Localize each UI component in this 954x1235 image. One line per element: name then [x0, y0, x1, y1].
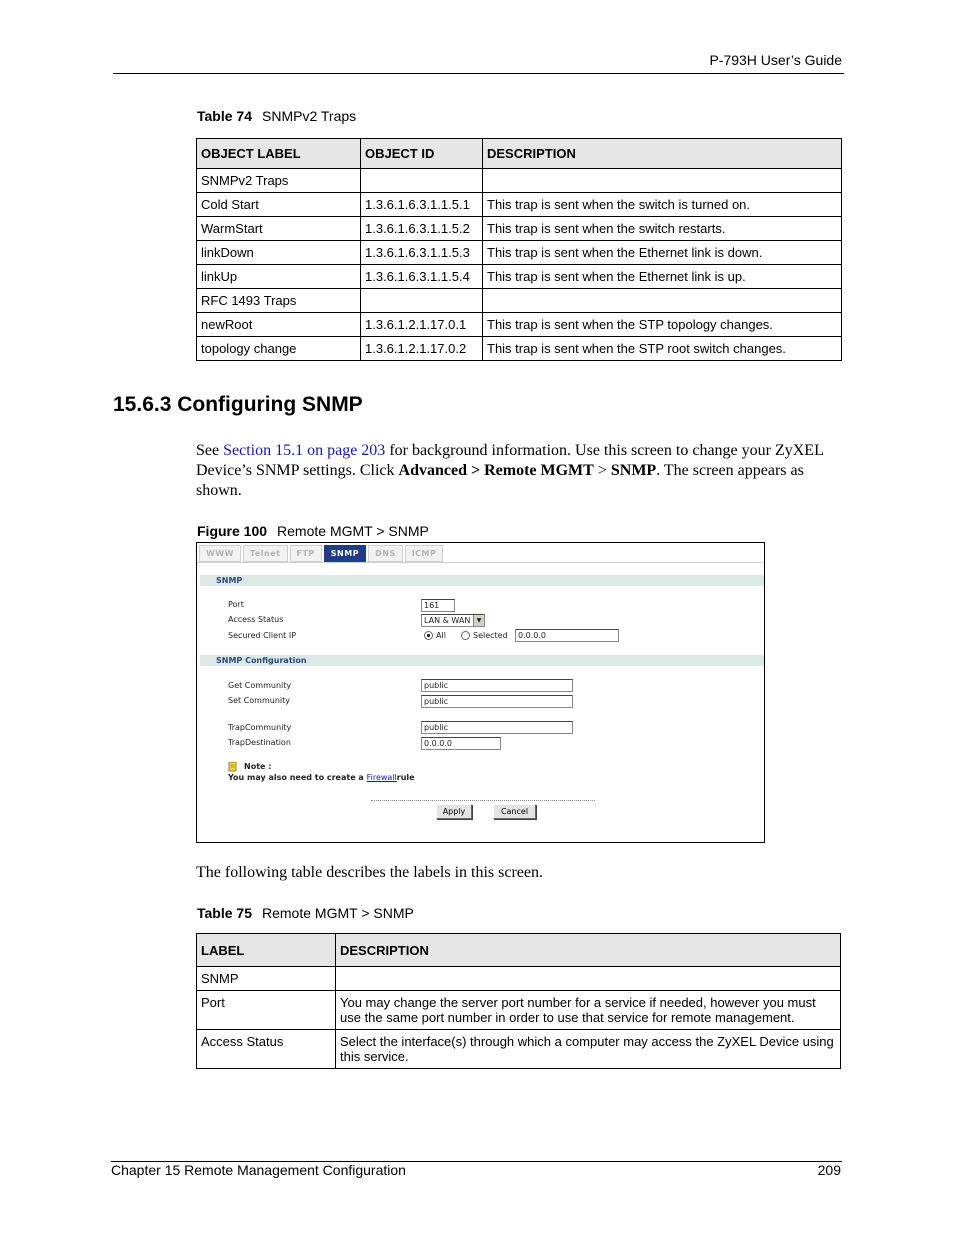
table74-caption-number: Table 74 [197, 108, 252, 124]
note-icon [228, 762, 238, 772]
note-message [228, 773, 415, 782]
table-row [197, 991, 841, 1030]
intro-paragraph [196, 441, 842, 501]
following-text: The following table describes the labels in this screen. [196, 864, 544, 881]
table-cell: SNMP [197, 967, 336, 991]
set-community-label: Set Community [228, 696, 290, 705]
tab-telnet[interactable]: Telnet [243, 545, 288, 562]
snmp-screenshot [196, 542, 765, 843]
table-row [197, 217, 842, 241]
figure100-caption-text: Remote MGMT > SNMP [277, 523, 429, 539]
table-cell: This trap is sent when the STP topology changes. [483, 313, 842, 337]
snmp-config-band: SNMP Configuration [200, 655, 764, 666]
table-row [197, 169, 842, 193]
table-row [197, 313, 842, 337]
footer-page-number: 209 [817, 1162, 841, 1178]
table-row [197, 241, 842, 265]
para-text: See [196, 442, 224, 459]
table-cell [483, 169, 842, 193]
tab-divider [197, 562, 764, 563]
table-cell: Access Status [197, 1030, 336, 1069]
table75-caption-number: Table 75 [197, 905, 252, 921]
table-cell: 1.3.6.1.6.3.1.1.5.1 [361, 193, 483, 217]
table74-caption-text: SNMPv2 Traps [262, 108, 357, 124]
tab-dns[interactable]: DNS [368, 545, 403, 562]
note-text-b: rule [396, 773, 415, 782]
tab-ftp[interactable]: FTP [290, 545, 322, 562]
table-cell: This trap is sent when the switch restarts. [483, 217, 842, 241]
section-link[interactable]: Section 15.1 on page 203 [223, 442, 386, 459]
trap-destination-input[interactable]: 0.0.0.0 [421, 737, 501, 750]
table74 [196, 138, 842, 361]
chevron-down-icon[interactable]: ▼ [473, 615, 484, 626]
access-status-label: Access Status [228, 615, 284, 624]
table74-header-object-id: OBJECT ID [361, 139, 483, 169]
header-rule [113, 73, 844, 74]
table-row [197, 193, 842, 217]
table-cell: Select the interface(s) through which a computer may access the ZyXEL Device using this service. [336, 1030, 841, 1069]
para-bold: SNMP [610, 462, 657, 479]
table75-caption [197, 905, 414, 921]
table-cell [336, 967, 841, 991]
dotted-divider [371, 800, 595, 801]
table-cell: Port [197, 991, 336, 1030]
table-cell: This trap is sent when the Ethernet link is down. [483, 241, 842, 265]
port-label: Port [228, 600, 244, 609]
tab-www[interactable]: WWW [199, 545, 241, 562]
table-cell [361, 169, 483, 193]
para-bold: Advanced > Remote MGMT [398, 462, 594, 479]
table-cell: SNMPv2 Traps [197, 169, 361, 193]
para-text: > [593, 462, 611, 479]
para-text: . The screen appears as shown. [196, 462, 804, 499]
table-cell: 1.3.6.1.6.3.1.1.5.3 [361, 241, 483, 265]
radio-all[interactable] [424, 631, 433, 640]
table-cell: This trap is sent when the switch is turned on. [483, 193, 842, 217]
trap-community-label: TrapCommunity [228, 723, 292, 732]
tab-bar [199, 545, 445, 562]
get-community-label: Get Community [228, 681, 292, 690]
section-title: 15.6.3 Configuring SNMP [113, 393, 363, 416]
table-cell: WarmStart [197, 217, 361, 241]
running-header: P-793H User’s Guide [709, 52, 842, 68]
table-cell [361, 289, 483, 313]
get-community-input[interactable]: public [421, 679, 573, 692]
table-cell: This trap is sent when the STP root switch changes. [483, 337, 842, 361]
apply-button[interactable]: Apply [436, 804, 472, 819]
table-cell: 1.3.6.1.2.1.17.0.2 [361, 337, 483, 361]
radio-selected-label: Selected [473, 631, 508, 640]
table-cell: 1.3.6.1.6.3.1.1.5.4 [361, 265, 483, 289]
table74-header-description: DESCRIPTION [483, 139, 842, 169]
note-title: Note : [244, 762, 272, 771]
note-text-a: You may also need to create a [228, 773, 367, 782]
table75-header-label: LABEL [197, 934, 336, 967]
trap-destination-label: TrapDestination [228, 738, 291, 747]
port-input[interactable]: 161 [421, 599, 455, 612]
client-ip-input[interactable]: 0.0.0.0 [515, 629, 619, 642]
table-cell: You may change the server port number for a service if needed, however you must use the same port number in order to use that service for remote management. [336, 991, 841, 1030]
figure100-caption-number: Figure 100 [197, 523, 268, 539]
table74-header-object-label: OBJECT LABEL [197, 139, 361, 169]
access-status-value: LAN & WAN [424, 616, 471, 625]
set-community-input[interactable]: public [421, 695, 573, 708]
table-cell: topology change [197, 337, 361, 361]
table75-caption-text: Remote MGMT > SNMP [262, 905, 414, 921]
radio-selected[interactable] [461, 631, 470, 640]
table74-header-row [197, 139, 842, 169]
trap-community-input[interactable]: public [421, 721, 573, 734]
table-row [197, 967, 841, 991]
table-row [197, 265, 842, 289]
snmp-section-band: SNMP [200, 575, 764, 586]
tab-icmp[interactable]: ICMP [405, 545, 444, 562]
table-row [197, 337, 842, 361]
footer-chapter: Chapter 15 Remote Management Configuration [111, 1162, 406, 1178]
cancel-button[interactable]: Cancel [493, 804, 536, 819]
table-cell: RFC 1493 Traps [197, 289, 361, 313]
table-row [197, 289, 842, 313]
table-cell [483, 289, 842, 313]
table-cell: 1.3.6.1.6.3.1.1.5.2 [361, 217, 483, 241]
radio-all-label: All [436, 631, 446, 640]
tab-snmp[interactable]: SNMP [324, 545, 366, 562]
table-cell: 1.3.6.1.2.1.17.0.1 [361, 313, 483, 337]
table-cell: linkDown [197, 241, 361, 265]
figure100-caption [197, 523, 429, 539]
table75-header-row [197, 934, 841, 967]
table-cell: Cold Start [197, 193, 361, 217]
table74-caption [197, 108, 356, 124]
secured-client-ip-label: Secured Client IP [228, 631, 297, 640]
firewall-link[interactable]: Firewall [366, 773, 397, 782]
table-cell: linkUp [197, 265, 361, 289]
table75 [196, 933, 841, 1069]
table75-header-description: DESCRIPTION [336, 934, 841, 967]
para-text: for background information. Use this screen to change your ZyXEL Device’s SNMP settings. Click [196, 442, 824, 479]
access-status-select[interactable] [421, 614, 485, 627]
table-row [197, 1030, 841, 1069]
table-cell: This trap is sent when the Ethernet link is up. [483, 265, 842, 289]
table-cell: newRoot [197, 313, 361, 337]
